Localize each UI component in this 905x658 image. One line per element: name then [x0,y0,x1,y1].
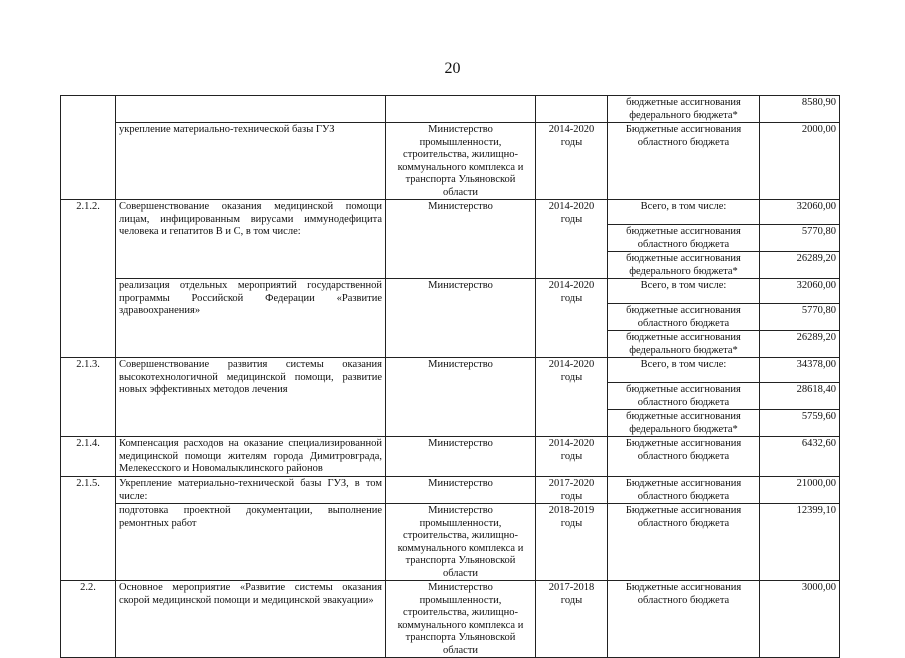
funding-source-cell: Всего, в том числе: [608,358,760,383]
amount-cell: 5770,80 [760,304,840,331]
table-row [61,200,840,225]
funding-source-cell: бюджетные ассигнования федерального бюджета* [608,410,760,437]
executor-cell: Министерство [386,279,536,358]
amount-cell: 12399,10 [760,504,840,581]
amount-cell: 28618,40 [760,383,840,410]
row-number-cell [61,96,116,200]
table-row [61,96,840,123]
period-cell: 2014-2020 годы [536,200,608,279]
amount-cell: 2000,00 [760,123,840,200]
funding-source-cell: Бюджетные ассигнования областного бюджета [608,437,760,477]
row-number-cell: 2.1.3. [61,358,116,437]
table-row [61,504,840,581]
measure-cell: реализация отдельных мероприятий государственной программы Российской Федерации «Развитие здравоохранения» [116,279,386,358]
measure-cell: Совершенствование развития системы оказания высокотехнологичной медицинской помощи, развитие новых эффективных методов лечения [116,358,386,437]
amount-cell: 21000,00 [760,477,840,504]
amount-cell: 5759,60 [760,410,840,437]
funding-source-cell: Бюджетные ассигнования областного бюджета [608,477,760,504]
period-cell: 2014-2020 годы [536,123,608,200]
period-cell: 2017-2020 годы [536,477,608,504]
funding-source-cell: Бюджетные ассигнования областного бюджета [608,581,760,658]
table-row [61,477,840,504]
funding-source-cell: бюджетные ассигнования областного бюджета [608,304,760,331]
executor-cell: Министерство промышленности, строительства, жилищно-коммунального комплекса и транспорта Ульяновской области [386,504,536,581]
amount-cell: 3000,00 [760,581,840,658]
amount-cell: 34378,00 [760,358,840,383]
table-row [61,581,840,658]
amount-cell: 5770,80 [760,225,840,252]
measure-cell: Компенсация расходов на оказание специализированной медицинской помощи жителям города Димитровграда, Мелекесского и Новомалыклинского районов [116,437,386,477]
measure-cell: укрепление материально-технической базы ГУЗ [116,123,386,200]
amount-cell: 32060,00 [760,200,840,225]
amount-cell: 8580,90 [760,96,840,123]
measure-cell: Укрепление материально-технической базы ГУЗ, в том числе: [116,477,386,504]
funding-source-cell: бюджетные ассигнования областного бюджета [608,383,760,410]
executor-cell: Министерство промышленности, строительства, жилищно-коммунального комплекса и транспорта Ульяновской области [386,123,536,200]
page-number: 20 [444,60,461,77]
table-row [61,279,840,304]
period-cell: 2014-2020 годы [536,279,608,358]
period-cell: 2017-2018 годы [536,581,608,658]
funding-source-cell: Всего, в том числе: [608,279,760,304]
program-measures-table [60,95,840,658]
period-cell: 2018-2019 годы [536,504,608,581]
executor-cell [386,96,536,123]
amount-cell: 26289,20 [760,331,840,358]
funding-source-cell: бюджетные ассигнования федерального бюджета* [608,252,760,279]
executor-cell: Министерство [386,200,536,279]
row-number-cell: 2.1.5. [61,477,116,581]
row-number-cell: 2.2. [61,581,116,658]
table-row [61,437,840,477]
row-number-cell: 2.1.4. [61,437,116,477]
amount-cell: 26289,20 [760,252,840,279]
executor-cell: Министерство [386,477,536,504]
funding-source-cell: бюджетные ассигнования федерального бюджета* [608,331,760,358]
measure-cell [116,96,386,123]
table-row [61,123,840,200]
funding-source-cell: Бюджетные ассигнования областного бюджета [608,504,760,581]
amount-cell: 6432,60 [760,437,840,477]
measure-cell: подготовка проектной документации, выполнение ремонтных работ [116,504,386,581]
period-cell [536,96,608,123]
measure-cell: Совершенствование оказания медицинской помощи лицам, инфицированным вирусами иммунодефицита человека и гепатитов В и С, в том числе: [116,200,386,279]
amount-cell: 32060,00 [760,279,840,304]
executor-cell: Министерство [386,437,536,477]
measure-cell: Основное мероприятие «Развитие системы оказания скорой медицинской помощи и медицинской эвакуации» [116,581,386,658]
executor-cell: Министерство [386,358,536,437]
row-number-cell: 2.1.2. [61,200,116,358]
executor-cell: Министерство промышленности, строительства, жилищно-коммунального комплекса и транспорта Ульяновской области [386,581,536,658]
period-cell: 2014-2020 годы [536,358,608,437]
period-cell: 2014-2020 годы [536,437,608,477]
table-row [61,358,840,383]
funding-source-cell: Всего, в том числе: [608,200,760,225]
funding-source-cell: бюджетные ассигнования областного бюджета [608,225,760,252]
funding-source-cell: Бюджетные ассигнования областного бюджета [608,123,760,200]
funding-source-cell: бюджетные ассигнования федерального бюджета* [608,96,760,123]
